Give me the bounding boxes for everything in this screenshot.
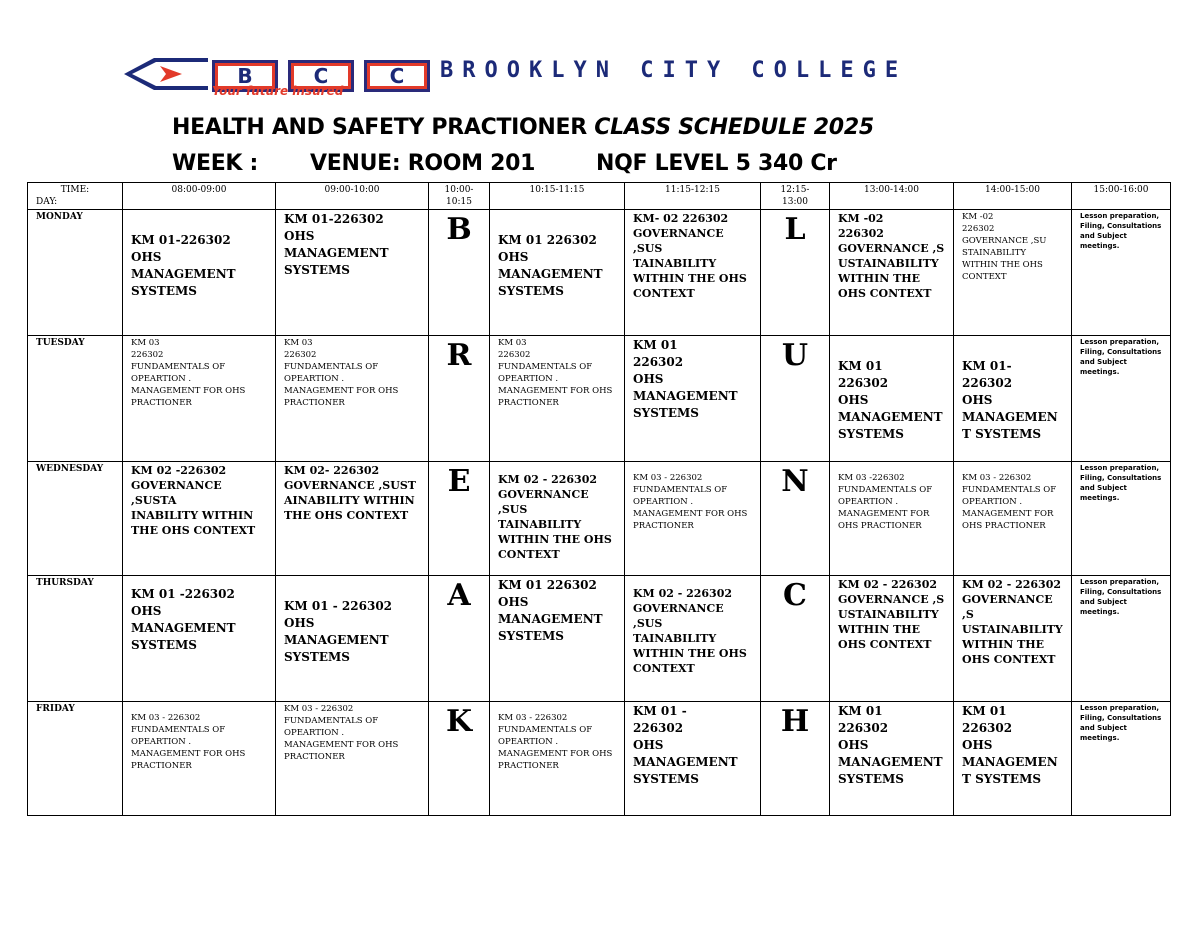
session-line: OHS (284, 616, 315, 630)
session-cell (954, 702, 1072, 816)
session-line: MANAGEMENT FOR OHS (284, 386, 399, 396)
week-label: WEEK : (172, 151, 259, 176)
session-line: 226302 (962, 376, 1013, 390)
session-line: FUNDAMENTALS OF (838, 485, 933, 495)
session-line: OHS PRACTIONER (962, 521, 1046, 531)
session-line: FUNDAMENTALS OF (498, 725, 593, 735)
session-cell (123, 576, 276, 702)
session-line: GOVERNANCE ,SU (962, 236, 1047, 246)
lunch-letter: H (761, 702, 830, 816)
session-cell (625, 336, 761, 462)
session-line: OHS CONTEXT (838, 638, 932, 651)
session-line: 226302 (962, 224, 995, 234)
session-line: TAINABILITY (633, 632, 717, 645)
session-cell (276, 336, 429, 462)
session-line: KM 01 226302 (498, 233, 597, 247)
session-line: 226302 (498, 350, 531, 360)
session-line: 226302 (838, 721, 889, 735)
session-line: USTAINABILITY (962, 623, 1063, 636)
session-line: MANAGEMENT FOR OHS (131, 386, 246, 396)
session-line: 226302 (838, 227, 884, 240)
session-line: PRACTIONER (131, 398, 192, 408)
session-line: OPEARTION . (838, 497, 899, 507)
logo-letter-b: B (212, 60, 278, 92)
day-name: FRIDAY (28, 702, 123, 816)
session-cell (830, 576, 954, 702)
session-line: CONTEXT (962, 272, 1007, 282)
session-line: KM -02 (838, 212, 884, 225)
session-line: SYSTEMS (498, 284, 564, 298)
session-line: 226302 (633, 355, 684, 369)
session-line: SYSTEMS (131, 284, 197, 298)
session-line: OPEARTION . (498, 737, 559, 747)
title-schedule: CLASS SCHEDULE 2025 (594, 115, 874, 140)
session-line: KM 01 (633, 338, 678, 352)
session-line: OHS (498, 595, 529, 609)
session-line: GOVERNANCE ,SUS (498, 488, 589, 516)
session-line: MANAGEMENT FOR OHS (284, 740, 399, 750)
session-line: MANAGEMEN (962, 410, 1058, 424)
break-letter: K (429, 702, 490, 816)
session-cell (490, 336, 625, 462)
session-line: MANAGEMENT FOR OHS (498, 749, 613, 759)
session-line: OHS (131, 250, 162, 264)
session-line: OPEARTION . (498, 374, 559, 384)
admin-note-cell: Lesson preparation, Filing, Consultations and Subject meetings. (1072, 336, 1171, 462)
logo-tagline: Your future insured (212, 84, 344, 98)
admin-note-cell: Lesson preparation, Filing, Consultations and Subject meetings. (1072, 210, 1171, 336)
session-line: KM 01 (962, 704, 1007, 718)
session-line: MANAGEMENT (633, 389, 738, 403)
session-line: FUNDAMENTALS OF (498, 362, 593, 372)
session-cell (276, 462, 429, 576)
session-line: KM 03 - 226302 (131, 713, 201, 723)
session-cell (490, 576, 625, 702)
session-line: MANAGEMENT (284, 633, 389, 647)
session-line: PRACTIONER (284, 752, 345, 762)
session-line: OHS (498, 250, 529, 264)
page-title (172, 115, 874, 140)
time-slot-header: 11:15-12:15 (625, 183, 761, 210)
session-line: MANAGEMENT (284, 246, 389, 260)
session-line: MANAGEMENT FOR (838, 509, 930, 519)
session-line: THE OHS CONTEXT (284, 509, 409, 522)
time-day-header (28, 183, 123, 210)
session-line: USTAINABILITY (838, 257, 939, 270)
session-line: 226302 (962, 721, 1013, 735)
session-line: WITHIN THE OHS (498, 533, 612, 546)
session-line: SYSTEMS (284, 650, 350, 664)
session-line: OHS (838, 393, 869, 407)
session-line: KM 01 (838, 359, 883, 373)
session-line: KM 01-226302 (131, 233, 231, 247)
session-line: GOVERNANCE ,S (962, 593, 1053, 621)
session-line: OHS (962, 738, 993, 752)
session-line: TAINABILITY (498, 518, 582, 531)
time-slot-header: 15:00-16:00 (1072, 183, 1171, 210)
session-cell (954, 210, 1072, 336)
session-line: OPEARTION . (131, 737, 192, 747)
session-line: 226302 (633, 721, 684, 735)
lunch-letter: L (761, 210, 830, 336)
session-line: MANAGEMENT (131, 621, 236, 635)
college-logo (120, 52, 1060, 96)
time-slot-header: 10:00-10:15 (429, 183, 490, 210)
session-line: TAINABILITY (633, 257, 717, 270)
session-line: PRACTIONER (284, 398, 345, 408)
break-letter: E (429, 462, 490, 576)
session-line: KM 03 -226302 (838, 473, 905, 483)
logo-college-name: BROOKLYN CITY COLLEGE (440, 58, 908, 83)
session-line: KM 03 - 226302 (633, 473, 703, 483)
session-line: SYSTEMS (284, 263, 350, 277)
session-line: KM 01 - 226302 (284, 599, 393, 613)
session-line: FUNDAMENTALS OF (962, 485, 1057, 495)
session-line: MANAGEMENT (498, 612, 603, 626)
title-main: HEALTH AND SAFETY PRACTIONER (172, 115, 587, 140)
session-cell (954, 462, 1072, 576)
session-cell (123, 702, 276, 816)
break-letter: R (429, 336, 490, 462)
lunch-letter: N (761, 462, 830, 576)
time-slot-header: 09:00-10:00 (276, 183, 429, 210)
lunch-letter: C (761, 576, 830, 702)
lunch-letter: U (761, 336, 830, 462)
day-name: TUESDAY (28, 336, 123, 462)
session-line: WITHIN THE OHS (633, 272, 747, 285)
session-line: FUNDAMENTALS OF (131, 362, 226, 372)
session-line: KM 03 (131, 338, 160, 348)
session-line: PRACTIONER (498, 761, 559, 771)
session-line: OHS (962, 393, 993, 407)
session-line: SYSTEMS (633, 406, 699, 420)
session-cell (830, 210, 954, 336)
session-line: 226302 (131, 350, 164, 360)
session-line: OPEARTION . (284, 728, 345, 738)
session-line: MANAGEMENT (498, 267, 603, 281)
session-line: MANAGEMEN (962, 755, 1058, 769)
session-line: MANAGEMENT FOR OHS (498, 386, 613, 396)
session-line: GOVERNANCE ,S (838, 242, 945, 255)
venue-label: VENUE: ROOM 201 (310, 151, 536, 176)
session-line: OPEARTION . (131, 374, 192, 384)
session-line: SYSTEMS (838, 772, 904, 786)
session-line: SYSTEMS (131, 638, 197, 652)
session-line: MANAGEMENT (838, 410, 943, 424)
time-slot-header: 08:00-09:00 (123, 183, 276, 210)
session-cell (830, 462, 954, 576)
session-cell (276, 702, 429, 816)
session-line: INABILITY WITHIN (131, 509, 254, 522)
session-line: STAINABILITY (962, 248, 1026, 258)
session-line: SYSTEMS (838, 427, 904, 441)
session-line: KM 03 (284, 338, 313, 348)
session-line: MANAGEMENT (633, 755, 738, 769)
day-name: WEDNESDAY (28, 462, 123, 576)
break-letter: A (429, 576, 490, 702)
session-cell (490, 702, 625, 816)
admin-note-cell: Lesson preparation, Filing, Consultations and Subject meetings. (1072, 462, 1171, 576)
session-line: WITHIN THE (838, 623, 921, 636)
time-label: TIME: (60, 185, 90, 195)
time-slot-header: 13:00-14:00 (830, 183, 954, 210)
session-cell (490, 462, 625, 576)
session-line: OHS (633, 372, 664, 386)
session-line: MANAGEMENT FOR OHS (131, 749, 246, 759)
session-line: KM -02 (962, 212, 994, 222)
session-line: GOVERNANCE ,SUSTA (131, 479, 222, 507)
session-line: MANAGEMENT (131, 267, 236, 281)
header-row (28, 183, 1171, 210)
session-line: GOVERNANCE ,SUS (633, 602, 724, 630)
session-line: KM 02 -226302 (131, 464, 227, 477)
session-line: KM 01 (838, 704, 883, 718)
session-line: KM 01 - (633, 704, 687, 718)
session-line: KM 01 -226302 (131, 587, 235, 601)
session-cell (625, 702, 761, 816)
session-line: FUNDAMENTALS OF (284, 362, 379, 372)
session-line: KM 01- (962, 359, 1012, 373)
day-name: MONDAY (28, 210, 123, 336)
session-line: PRACTIONER (131, 761, 192, 771)
session-line: FUNDAMENTALS OF (633, 485, 728, 495)
session-line: MANAGEMENT (838, 755, 943, 769)
session-line: PRACTIONER (498, 398, 559, 408)
session-line: KM- 02 226302 (633, 212, 729, 225)
session-line: OHS (838, 738, 869, 752)
session-line: OHS (131, 604, 162, 618)
session-cell (123, 336, 276, 462)
day-name: THURSDAY (28, 576, 123, 702)
session-line: OHS PRACTIONER (838, 521, 922, 531)
session-line: GOVERNANCE ,SUST (284, 479, 416, 492)
session-line: USTAINABILITY (838, 608, 939, 621)
session-line: CONTEXT (633, 662, 695, 675)
admin-note-cell: Lesson preparation, Filing, Consultations and Subject meetings. (1072, 576, 1171, 702)
session-line: CONTEXT (633, 287, 695, 300)
break-letter: B (429, 210, 490, 336)
admin-note-cell: Lesson preparation, Filing, Consultations and Subject meetings. (1072, 702, 1171, 816)
session-line: 226302 (838, 376, 889, 390)
logo-letter-c1: C (288, 60, 354, 92)
class-schedule-table (27, 182, 1171, 816)
session-line: T SYSTEMS (962, 772, 1042, 786)
session-line: KM 03 - 226302 (284, 704, 354, 714)
time-slot-header: 10:15-11:15 (490, 183, 625, 210)
session-line: AINABILITY WITHIN (284, 494, 415, 507)
day-row-wednesday (28, 462, 1171, 576)
session-cell (123, 462, 276, 576)
session-line: MANAGEMENT FOR OHS (633, 509, 748, 519)
session-line: KM 02 - 226302 (498, 473, 598, 486)
session-cell (276, 210, 429, 336)
session-line: OHS CONTEXT (962, 653, 1056, 666)
session-line: OHS CONTEXT (838, 287, 932, 300)
nqf-label: NQF LEVEL 5 340 Cr (596, 151, 837, 176)
session-cell (830, 336, 954, 462)
session-line: SYSTEMS (633, 772, 699, 786)
session-line: KM 01-226302 (284, 212, 384, 226)
session-cell (276, 576, 429, 702)
session-line: 226302 (284, 350, 317, 360)
chevron-logo-icon (120, 52, 210, 96)
session-line: MANAGEMENT FOR (962, 509, 1054, 519)
session-line: GOVERNANCE ,S (838, 593, 945, 606)
session-line: KM 02 - 226302 (838, 578, 938, 591)
session-line: WITHIN THE OHS (633, 647, 747, 660)
session-line: GOVERNANCE ,SUS (633, 227, 724, 255)
session-line: KM 03 (498, 338, 527, 348)
session-line: WITHIN THE (838, 272, 921, 285)
session-line: FUNDAMENTALS OF (131, 725, 226, 735)
session-line: PRACTIONER (633, 521, 694, 531)
day-label: DAY: (36, 197, 58, 207)
session-line: OHS (633, 738, 664, 752)
session-cell (490, 210, 625, 336)
session-line: SYSTEMS (498, 629, 564, 643)
session-cell (625, 462, 761, 576)
session-cell (954, 576, 1072, 702)
session-cell (830, 702, 954, 816)
day-row-thursday (28, 576, 1171, 702)
session-line: KM 03 - 226302 (962, 473, 1032, 483)
day-row-monday (28, 210, 1171, 336)
session-line: WITHIN THE (962, 638, 1045, 651)
session-line: CONTEXT (498, 548, 560, 561)
session-cell (625, 210, 761, 336)
session-line: THE OHS CONTEXT (131, 524, 256, 537)
session-line: KM 03 - 226302 (498, 713, 568, 723)
session-line: KM 02- 226302 (284, 464, 380, 477)
session-cell (954, 336, 1072, 462)
day-row-tuesday (28, 336, 1171, 462)
session-cell (123, 210, 276, 336)
session-cell (625, 576, 761, 702)
session-line: OPEARTION . (962, 497, 1023, 507)
session-line: KM 02 - 226302 (633, 587, 733, 600)
logo-letter-c2: C (364, 60, 430, 92)
time-slot-header: 14:00-15:00 (954, 183, 1072, 210)
session-line: OHS (284, 229, 315, 243)
session-line: FUNDAMENTALS OF (284, 716, 379, 726)
session-line: OPEARTION . (633, 497, 694, 507)
time-slot-header: 12:15-13:00 (761, 183, 830, 210)
session-line: WITHIN THE OHS (962, 260, 1043, 270)
day-row-friday (28, 702, 1171, 816)
session-line: OPEARTION . (284, 374, 345, 384)
session-line: KM 02 - 226302 (962, 578, 1062, 591)
session-line: KM 01 226302 (498, 578, 597, 592)
session-line: T SYSTEMS (962, 427, 1042, 441)
